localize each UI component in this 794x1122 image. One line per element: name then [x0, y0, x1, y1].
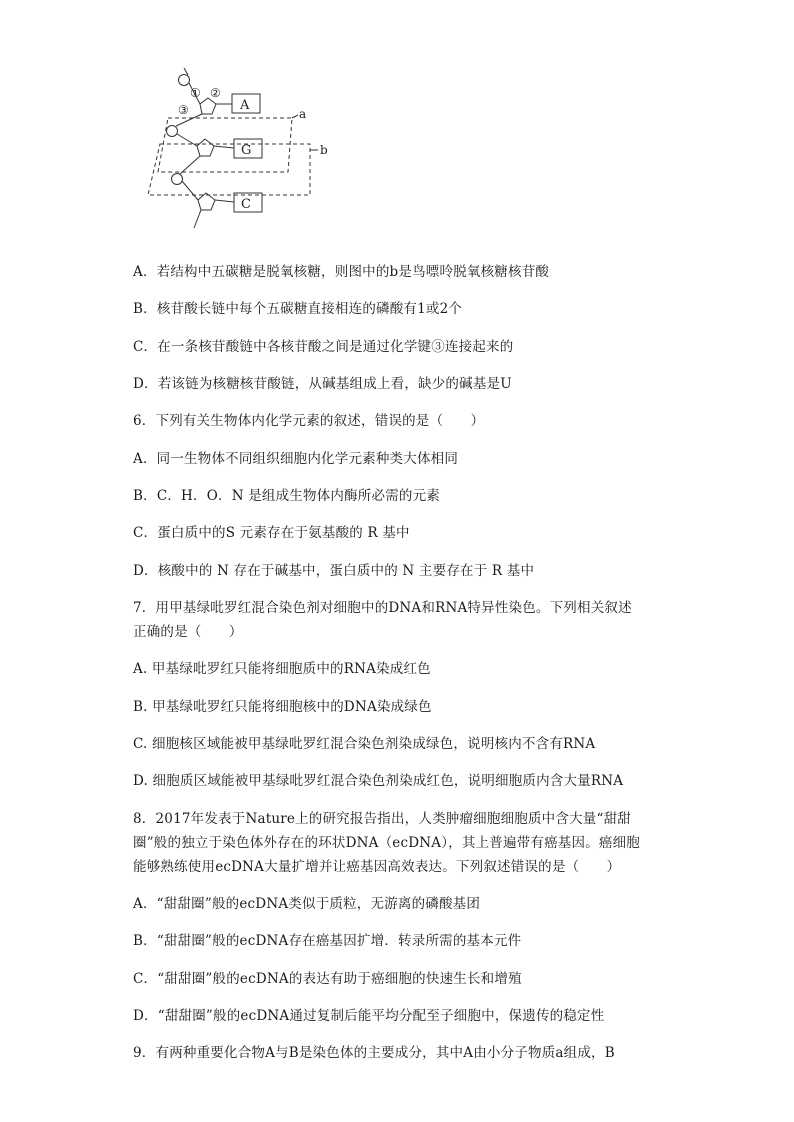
nucleotide-chain-figure — [140, 60, 380, 240]
base-label-mid: G — [241, 143, 252, 158]
phosphate-circle — [179, 75, 190, 86]
q6-stem: 6．下列有关生物体内化学元素的叙述，错误的是（ ） — [133, 413, 485, 429]
q7-option-a: A. 甲基绿吡罗红只能将细胞质中的RNA染成红色 — [133, 661, 431, 677]
dashed-box-b — [148, 144, 310, 195]
label-circle-1: ① — [190, 86, 201, 100]
q7-option-d: D. 细胞质区域能被甲基绿吡罗红混合染色剂染成红色，说明细胞质内含大量RNA — [133, 773, 624, 789]
q8-stem-line-1: 8．2017年发表于Nature上的研究报告指出，人类肿瘤细胞细胞质中含大量“甜甜 — [133, 811, 631, 827]
bond-line — [194, 210, 201, 228]
q6-option-d: D．核酸中的 N 存在于碱基中，蛋白质中的 N 主要存在于 R 基中 — [133, 563, 535, 579]
q5-option-d: D．若该链为核糖核苷酸链，从碱基组成上看，缺少的碱基是U — [133, 376, 512, 392]
q8-option-c: C．“甜甜圈”般的ecDNA的表达有助于癌细胞的快速生长和增殖 — [133, 971, 522, 987]
q6-option-b: B．C．H．O．N 是组成生物体内酶所必需的元素 — [133, 488, 440, 504]
q8-option-b: B．“甜甜圈”般的ecDNA存在癌基因扩增．转录所需的基本元件 — [133, 933, 522, 949]
q8-stem-line-2: 圈”般的独立于染色体外存在的环状DNA（ecDNA），其上普遍带有癌基因。癌细胞 — [133, 835, 640, 851]
dashed-box-a — [158, 118, 292, 172]
q8-option-d: D．“甜甜圈”般的ecDNA通过复制后能平均分配至子细胞中，保遗传的稳定性 — [133, 1008, 605, 1024]
q7-option-b: B. 甲基绿吡罗红只能将细胞核中的DNA染成绿色 — [133, 699, 432, 715]
bond-line — [182, 181, 198, 200]
bond-line — [184, 68, 188, 75]
q7-option-c: C. 细胞核区域能被甲基绿吡罗红混合染色剂染成绿色，说明核内不含有RNA — [133, 736, 596, 752]
phosphate-circle — [172, 174, 183, 185]
q8-option-a: A．“甜甜圈”般的ecDNA类似于质粒，无游离的磷酸基团 — [133, 896, 481, 912]
q5-option-b: B．核苷酸长链中每个五碳糖直接相连的磷酸有1或2个 — [133, 301, 463, 317]
pentose-sugar — [200, 98, 216, 114]
box-label-a: a — [299, 107, 307, 121]
q6-option-c: C．蛋白质中的S 元素存在于氨基酸的 R 基中 — [133, 525, 410, 541]
bond-line — [292, 115, 298, 118]
phosphate-circle — [167, 126, 178, 137]
base-label-bottom: C — [241, 197, 251, 212]
q7-stem-line-2: 正确的是（ ） — [133, 624, 243, 640]
q7-stem-line-1: 7．用甲基绿吡罗红混合染色剂对细胞中的DNA和RNA特异性染色。下列相关叙述 — [133, 600, 632, 616]
q5-option-c: C．在一条核苷酸链中各核苷酸之间是通过化学键③连接起来的 — [133, 339, 514, 355]
q8-stem-line-3: 能够熟练使用ecDNA大量扩增并让癌基因高效表达。下列叙述错误的是（ ） — [133, 859, 621, 875]
bond-line — [215, 200, 234, 202]
q9-stem-line-1: 9．有两种重要化合物A与B是染色体的主要成分，其中A由小分子物质a组成，B — [133, 1045, 615, 1061]
base-label-top: A — [240, 98, 250, 113]
label-circle-3: ③ — [178, 103, 189, 117]
pentose-sugar — [198, 193, 215, 210]
bond-line — [214, 146, 234, 148]
pentose-sugar — [197, 139, 214, 156]
q5-option-a: A．若结构中五碳糖是脱氧核糖，则图中的b是鸟嘌呤脱氧核糖核苷酸 — [133, 264, 550, 280]
box-label-b: b — [320, 143, 328, 157]
label-circle-2: ② — [210, 86, 221, 100]
q6-option-a: A．同一生物体不同组织细胞内化学元素种类大体相同 — [133, 451, 459, 467]
bond-line — [177, 134, 197, 146]
bond-line — [180, 156, 200, 174]
